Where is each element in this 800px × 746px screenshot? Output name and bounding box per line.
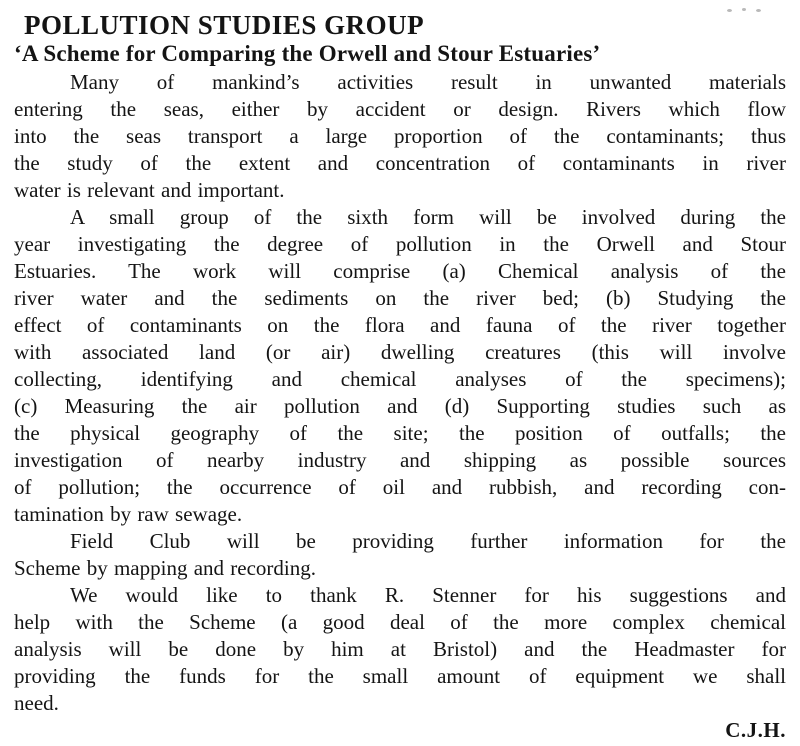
text-line: year investigating the degree of pollution in the Orwell and Stour: [14, 232, 786, 256]
author-initials: C.J.H.: [725, 718, 786, 742]
text-line: Estuaries. The work will comprise (a) Chemical analysis of the: [14, 259, 786, 283]
text-line: tamination by raw sewage.: [14, 502, 243, 526]
text-line: Scheme by mapping and recording.: [14, 556, 316, 580]
text-line: water is relevant and important.: [14, 178, 285, 202]
text-line: river water and the sediments on the river bed; (b) Studying the: [14, 286, 786, 310]
text-line: providing the funds for the small amount of equipment we shall: [14, 664, 786, 688]
text-line: need.: [14, 691, 59, 715]
text-line: the physical geography of the site; the position of outfalls; the: [14, 421, 786, 445]
text-line: of pollution; the occurrence of oil and rubbish, and recording con-: [14, 475, 786, 499]
text-line: help with the Scheme (a good deal of the more complex chemical: [14, 610, 786, 634]
article: [14, 10, 786, 744]
text-line: with associated land (or air) dwelling creatures (this will involve: [14, 340, 786, 364]
text-line: entering the seas, either by accident or design. Rivers which flow: [14, 97, 786, 121]
article-title: POLLUTION STUDIES GROUP: [24, 10, 425, 40]
text-line: Many of mankind’s activities result in unwanted materials: [70, 70, 786, 94]
text-line: into the seas transport a large proportion of the contaminants; thus: [14, 124, 786, 148]
text-line: (c) Measuring the air pollution and (d) Supporting studies such as: [14, 394, 786, 418]
text-line: Field Club will be providing further information for the: [70, 529, 786, 553]
text-line: analysis will be done by him at Bristol) and the Headmaster for: [14, 637, 786, 661]
text-line: effect of contaminants on the flora and fauna of the river together: [14, 313, 786, 337]
text-line: A small group of the sixth form will be involved during the: [70, 205, 786, 229]
text-line: collecting, identifying and chemical analyses of the specimens);: [14, 367, 786, 391]
text-line: investigation of nearby industry and shipping as possible sources: [14, 448, 786, 472]
text-line: the study of the extent and concentration of contaminants in river: [14, 151, 786, 175]
text-line: We would like to thank R. Stenner for his suggestions and: [70, 583, 786, 607]
article-body: [14, 69, 786, 717]
article-subtitle: ‘A Scheme for Comparing the Orwell and Stour Estuaries’: [14, 41, 601, 66]
